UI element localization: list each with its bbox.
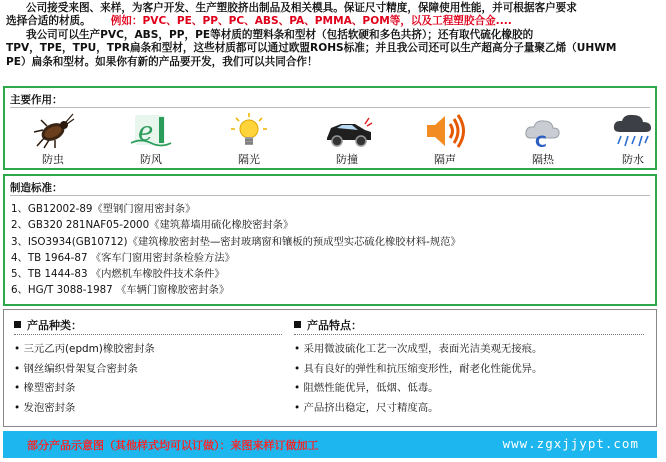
list-item: • 产品挤出稳定，尺寸精度高。	[294, 401, 439, 414]
list-item: • 发泡密封条	[14, 401, 76, 414]
use-label: 防水	[622, 153, 644, 166]
speaker-icon	[423, 112, 467, 150]
intro-line-1: 公司接受来图、来样，为客户开发、生产塑胶挤出制品及相关模具。保证尺寸精度，保障使用性能，并可根据客户要求	[26, 2, 577, 14]
use-item-insect	[23, 112, 83, 167]
use-item-collision	[317, 112, 377, 167]
standard-item: 4、TB 1964-87 《客车门窗用密封条检验方法》	[11, 251, 235, 264]
use-label: 隔声	[434, 153, 456, 166]
standard-item: 2、GB320 281NAF05-2000《建筑幕墙用硫化橡胶密封条》	[11, 219, 294, 232]
list-item: • 具有良好的弹性和抗压缩变形性，耐老化性能优异。	[294, 362, 543, 375]
divider	[14, 334, 282, 335]
website-watermark: www.zgxjjypt.com	[502, 436, 639, 451]
list-item: • 三元乙丙(epdm)橡胶密封条	[14, 343, 155, 355]
standards-list	[11, 201, 461, 299]
square-bullet-icon	[294, 321, 301, 328]
products-features-box	[3, 309, 657, 427]
square-bullet-icon	[14, 321, 21, 328]
banner-text: 部分产品示意图（其他样式均可以订做）：来图来样订做加工	[27, 439, 319, 452]
product-types-title: 产品种类：	[27, 319, 82, 332]
product-features-list	[294, 340, 542, 418]
intro-materials-red: 例如：PVC、PE、PP、PC、ABS、PA、PMMA、POM等，以及工程塑胶合金....	[110, 15, 512, 28]
standard-item: 5、TB 1444-83 《内燃机车橡胶件技术条件》	[11, 268, 225, 281]
rain-cloud-icon	[611, 112, 655, 150]
divider	[10, 195, 650, 196]
use-label: 防撞	[336, 153, 358, 166]
svg-text:e: e	[138, 117, 154, 147]
use-item-water	[603, 112, 663, 167]
product-types-heading	[14, 317, 82, 333]
intro-line-3: 我公司可以生产PVC，ABS，PP，PE等材质的塑料条和型材（包括软硬和多色共挤）；还有取代硫化橡胶的	[26, 28, 534, 41]
product-types-list	[14, 340, 155, 418]
use-label: 隔热	[532, 153, 554, 166]
list-item: • 橡塑密封条	[14, 382, 76, 394]
list-item: • 阻燃性能优异，低烟、低毒。	[294, 382, 439, 394]
list-item: • 钢丝编织骨架复合密封条	[14, 362, 138, 375]
intro-line-5: PE）扁条和型材。如果你有新的产品要开发，我们可以共同合作！	[6, 55, 318, 68]
divider	[10, 107, 650, 108]
list-item: • 采用微波硫化工艺一次成型，表面光洁美观无接痕。	[294, 343, 543, 355]
use-item-sound	[415, 112, 475, 167]
wind-icon	[129, 112, 173, 150]
product-features-title: 产品特点：	[307, 319, 362, 332]
use-item-heat	[513, 112, 573, 167]
standard-item: 3、ISO3934(GB10712)《建筑橡胶密封垫—密封玻璃窗和镶板的预成型实芯硫化橡胶材料-规范》	[11, 235, 461, 248]
use-item-light	[219, 112, 279, 167]
temperature-icon	[521, 112, 565, 150]
svg-text:C: C	[535, 132, 547, 150]
uses-list	[23, 112, 643, 167]
intro-text	[6, 2, 662, 69]
main-uses-title: 主要作用：	[10, 94, 63, 106]
standards-panel	[3, 174, 657, 306]
standard-item: 1、GB12002-89《塑钢门窗用密封条》	[11, 203, 196, 215]
standards-title: 制造标准：	[10, 182, 63, 194]
product-features-heading	[294, 317, 362, 333]
bug-icon	[31, 112, 75, 150]
standard-item: 6、HG/T 3088-1987 《车辆门窗橡胶密封条》	[11, 284, 230, 297]
lightbulb-icon	[227, 112, 271, 150]
intro-line-2: 选择合适的材质。	[6, 15, 91, 28]
collision-icon	[325, 112, 373, 150]
samples-banner	[3, 431, 657, 458]
use-item-wind	[121, 112, 181, 167]
use-label: 防虫	[42, 153, 64, 166]
intro-line-4: TPV，TPE，TPU，TPR扁条和型材，这些材质都可以通过欧盟ROHS标准；并且我公司还可以生产超高分子量聚乙烯（UHWM	[6, 42, 617, 55]
use-label: 隔光	[238, 153, 260, 166]
divider	[294, 334, 644, 335]
use-label: 防风	[140, 153, 162, 166]
main-uses-panel	[3, 86, 657, 170]
